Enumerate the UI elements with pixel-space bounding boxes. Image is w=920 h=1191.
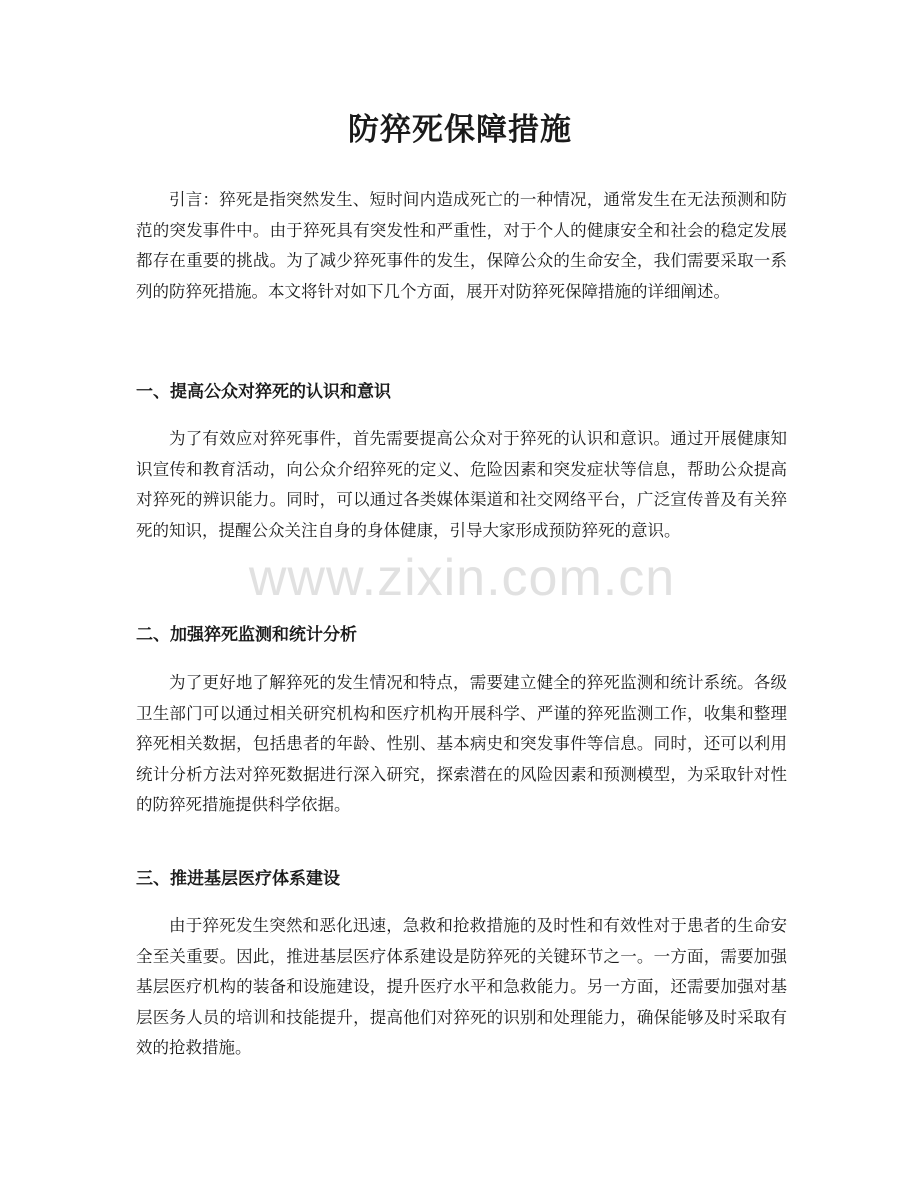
section-1-body: 为了有效应对猝死事件，首先需要提高公众对于猝死的认识和意识。通过开展健康知识宣传和教育活动，向公众介绍猝死的定义、危险因素和突发症状等信息，帮助公众提高对猝死的辨识能力。同时，可以通过各类媒体渠道和社交网络平台，广泛宣传普及有关猝死的知识，提醒公众关注自身的身体健康，引导大家形成预防猝死的意识。 [136, 429, 787, 540]
section-2-heading: 二、加强猝死监测和统计分析 [136, 625, 357, 645]
section-1-heading: 一、提高公众对猝死的认识和意识 [136, 382, 391, 402]
document-title: 防猝死保障措施 [348, 112, 572, 148]
section-2-body: 为了更好地了解猝死的发生情况和特点，需要建立健全的猝死监测和统计系统。各级卫生部门可以通过相关研究机构和医疗机构开展科学、严谨的猝死监测工作，收集和整理猝死相关数据，包括患者的年龄、性别、基本病史和突发事件等信息。同时，还可以利用统计分析方法对猝死数据进行深入研究，探索潜在的风险因素和预测模型，为采取针对性的防猝死措施提供科学依据。 [136, 673, 787, 815]
section-3-heading: 三、推进基层医疗体系建设 [136, 869, 340, 889]
intro-paragraph: 引言：猝死是指突然发生、短时间内造成死亡的一种情况，通常发生在无法预测和防范的突发事件中。由于猝死具有突发性和严重性，对于个人的健康安全和社会的稳定发展都存在重要的挑战。为了减少猝死事件的发生，保障公众的生命安全，我们需要采取一系列的防猝死措施。本文将针对如下几个方面，展开对防猝死保障措施的详细阐述。 [136, 190, 787, 301]
section-3-body: 由于猝死发生突然和恶化迅速，急救和抢救措施的及时性和有效性对于患者的生命安全至关重要。因此，推进基层医疗体系建设是防猝死的关键环节之一。一方面，需要加强基层医疗机构的装备和设施建设，提升医疗水平和急救能力。另一方面，还需要加强对基层医务人员的培训和技能提升，提高他们对猝死的识别和处理能力，确保能够及时采取有效的抢救措施。 [136, 916, 787, 1058]
watermark: www.zixin.com.cn [248, 549, 676, 607]
